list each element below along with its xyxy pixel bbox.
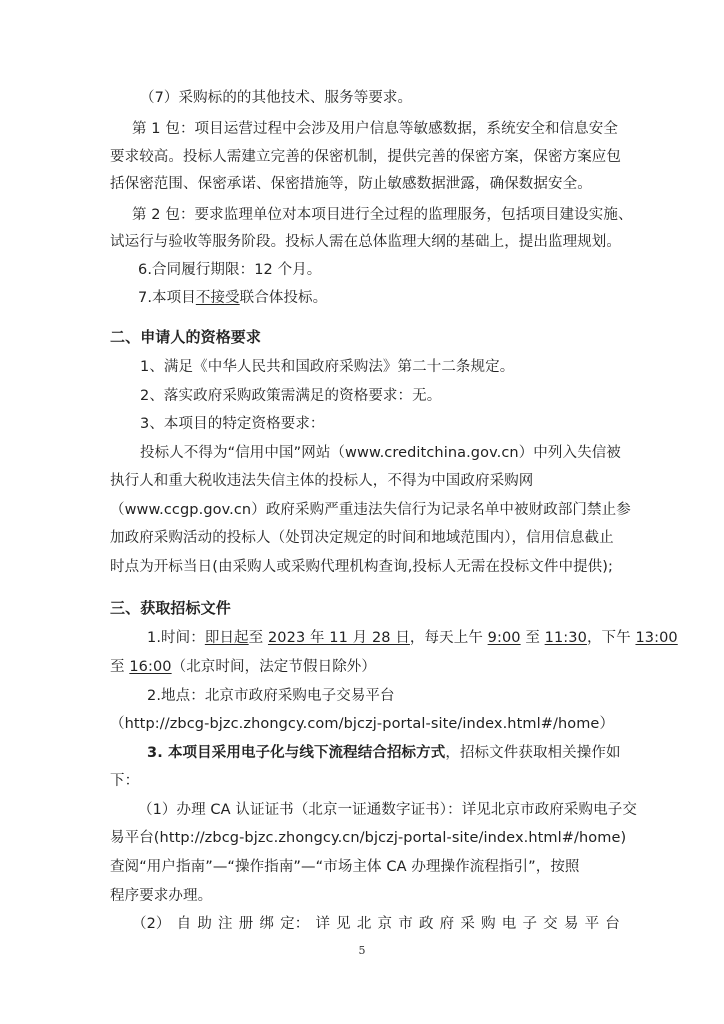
reg-part: 购 <box>481 916 496 932</box>
package-1-line-2: 要求较高。投标人需建立完善的保密机制，提供完善的保密方案，保密方案应包 <box>110 149 621 165</box>
ca-step-line-4: 程序要求办理。 <box>110 888 213 904</box>
registration-step-line <box>132 914 620 934</box>
platform-url-1: （http://zbcg-bjzc.zhongcy.com/bjczj-portal-site/index.html#/home） <box>110 716 615 732</box>
reg-part: （2） <box>132 916 171 932</box>
beijing-time-note: （北京时间，法定节假日除外） <box>171 659 377 675</box>
reg-part: 详 <box>315 916 331 932</box>
time-line-1 <box>147 628 678 648</box>
afternoon-end: 16:00 <box>129 659 172 675</box>
reg-part: 定： <box>280 916 310 932</box>
consortium-note-suffix: 联合体投标。 <box>239 290 328 306</box>
time-to-2: 至 <box>520 630 545 646</box>
method-suffix: ，招标文件获取相关操作如 <box>445 745 621 761</box>
reg-part: 平 <box>584 916 600 932</box>
time-label: 1.时间： <box>147 630 205 646</box>
afternoon-start: 13:00 <box>635 630 678 646</box>
reg-part: 政 <box>418 916 434 932</box>
morning-label: ，每天上午 <box>409 630 488 646</box>
reg-part: 易 <box>563 916 579 932</box>
reg-part: 注 <box>218 916 233 932</box>
not-accepted-text: 不接受 <box>195 290 240 306</box>
package-1-line-3: 括保密范围、保密承诺、保密措施等，防止敏感数据泄露，确保数据安全。 <box>110 176 592 192</box>
method-line-2: 下： <box>110 773 140 789</box>
reg-part: 交 <box>543 916 558 932</box>
time-to-3: 至 <box>110 659 130 675</box>
reg-part: 子 <box>522 916 538 932</box>
credit-text-line-2: 执行人和重大税收违法失信主体的投标人，不得为中国政府采购网 <box>110 473 534 489</box>
method-bold-text: 3. 本项目采用电子化与线下流程结合招标方式 <box>147 745 446 761</box>
location-line: 2.地点：北京市政府采购电子交易平台 <box>147 688 395 704</box>
reg-part: 见 <box>336 916 351 932</box>
reg-part: 府 <box>439 916 455 932</box>
credit-text-line-5: 时点为开标当日(由采购人或采购代理机构查询,投标人无需在投标文件中提供); <box>110 559 614 575</box>
qualification-1: 1、满足《中华人民共和国政府采购法》第二十二条规定。 <box>140 359 515 375</box>
requirement-7: （7）采购标的的其他技术、服务等要求。 <box>140 90 413 106</box>
qualification-2: 2、落实政府采购政策需满足的资格要求：无。 <box>140 388 442 404</box>
credit-text-line-4: 加政府采购活动的投标人（处罚决定规定的时间和地域范围内），信用信息截止 <box>110 530 614 546</box>
reg-part: 京 <box>377 916 393 932</box>
consortium-note-prefix: 7.本项目 <box>138 290 196 306</box>
reg-part: 北 <box>356 916 372 932</box>
reg-part: 册 <box>238 916 254 932</box>
contract-period: 6.合同履行期限：12 个月。 <box>138 262 322 278</box>
page-number: 5 <box>358 944 366 957</box>
section-heading-qualifications: 二、申请人的资格要求 <box>110 328 262 346</box>
morning-end: 11:30 <box>544 630 587 646</box>
reg-part: 采 <box>460 916 475 932</box>
section-heading-obtain-documents: 三、获取招标文件 <box>110 599 231 617</box>
reg-part: 助 <box>197 916 212 932</box>
afternoon-label: ，下午 <box>586 630 636 646</box>
package-1-line-1: 第 1 包：项目运营过程中会涉及用户信息等敏感数据，系统安全和信息安全 <box>132 121 618 137</box>
ca-step-line-3: 查阅“用户指南”—“操作指南”—“市场主体 CA 办理操作流程指引”，按照 <box>110 859 580 875</box>
time-line-2 <box>110 657 620 677</box>
credit-text-line-1: 投标人不得为“信用中国”网站（www.creditchina.gov.cn）中列入失信被 <box>140 445 621 461</box>
ca-step-line-1: （1）办理 CA 认证证书（北京一证通数字证书）：详见北京市政府采购电子交 <box>138 802 637 818</box>
reg-part: 自 <box>176 916 192 932</box>
reg-part: 绑 <box>259 916 275 932</box>
time-to-1: 至 <box>248 630 268 646</box>
ca-step-line-2: 易平台(http://zbcg-bjzc.zhongcy.cn/bjczj-portal-site/index.html#/home) <box>110 830 627 846</box>
method-line-1 <box>147 743 620 763</box>
credit-text-line-3: （www.ccgp.gov.cn）政府采购严重违法失信行为记录名单中被财政部门禁止参 <box>110 502 631 518</box>
package-2-line-2: 试运行与验收等服务阶段。投标人需在总体监理大纲的基础上，提出监理规划。 <box>110 234 621 250</box>
reg-part: 台 <box>605 916 620 932</box>
reg-part: 市 <box>398 916 413 932</box>
consortium-note <box>138 288 620 308</box>
package-2-line-1: 第 2 包：要求监理单位对本项目进行全过程的监理服务，包括项目建设实施、 <box>132 207 633 223</box>
qualification-3: 3、本项目的特定资格要求： <box>140 416 325 432</box>
reg-part: 电 <box>501 916 517 932</box>
start-date: 即日起 <box>204 630 249 646</box>
morning-start: 9:00 <box>487 630 521 646</box>
end-date: 2023 年 11 月 28 日 <box>267 630 410 646</box>
